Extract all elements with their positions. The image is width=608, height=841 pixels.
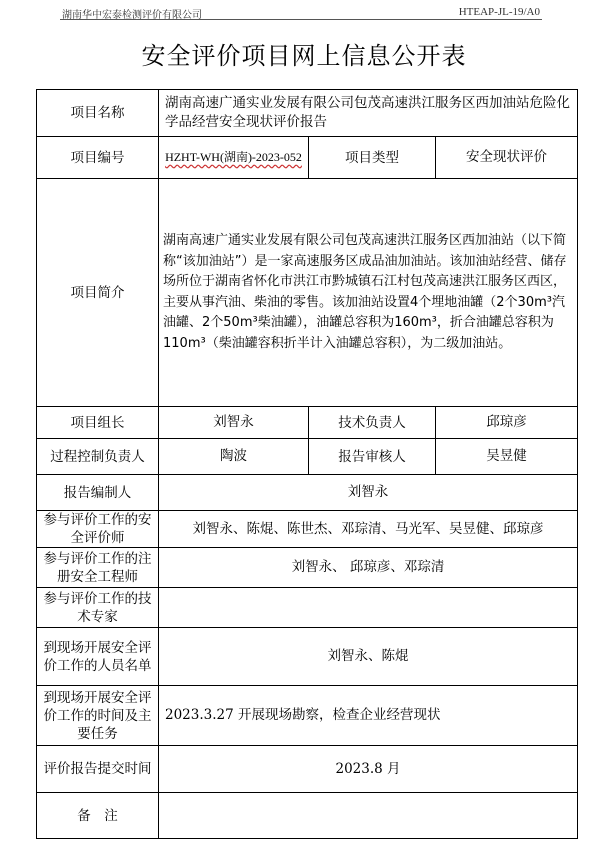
onsite-value: 刘智永、陈焜 <box>159 628 578 686</box>
author-value: 刘智永 <box>159 475 578 511</box>
table-row <box>37 407 578 439</box>
company-header: 湖南华中宏泰检测评价有限公司 <box>62 10 202 21</box>
reviewer-value: 吴昱健 <box>436 439 578 475</box>
table-row <box>37 179 578 407</box>
tech-label: 技术负责人 <box>309 407 436 439</box>
remark-label: 备 注 <box>37 793 159 839</box>
evaluators-value: 刘智永、陈焜、陈世杰、邓琮清、马光军、吴昱健、邱琼彦 <box>159 511 578 548</box>
table-row <box>37 548 578 588</box>
onsite-label: 到现场开展安全评价工作的人员名单 <box>37 628 159 686</box>
author-label: 报告编制人 <box>37 475 159 511</box>
project-name-label: 项目名称 <box>37 90 159 137</box>
header-rule <box>60 19 542 20</box>
process-label: 过程控制负责人 <box>37 439 159 475</box>
tech-value: 邱琼彦 <box>436 407 578 439</box>
document-code: HTEAP-JL-19/A0 <box>458 6 540 18</box>
project-name-value: 湖南高速广通实业发展有限公司包茂高速洪江服务区西加油站危险化学品经营安全现状评价报告 <box>159 90 578 137</box>
reviewer-label: 报告审核人 <box>309 439 436 475</box>
project-type-value: 安全现状评价 <box>436 137 578 179</box>
submit-label: 评价报告提交时间 <box>37 746 159 793</box>
process-value: 陶波 <box>159 439 309 475</box>
project-no-value: HZHT-WH(湖南)-2023-052 <box>159 137 309 179</box>
table-row <box>37 511 578 548</box>
onsite-time-label: 到现场开展安全评价工作的时间及主要任务 <box>37 686 159 746</box>
table-row <box>37 793 578 839</box>
evaluators-label: 参与评价工作的安全评价师 <box>37 511 159 548</box>
experts-value <box>159 588 578 628</box>
table-row <box>37 439 578 475</box>
onsite-time-value: 2023.3.27 开展现场勘察，检查企业经营现状 <box>159 686 578 746</box>
table-row <box>37 90 578 137</box>
page-title: 安全评价项目网上信息公开表 <box>141 42 467 70</box>
table-row <box>37 628 578 686</box>
submit-value: 2023.8 月 <box>159 746 578 793</box>
engineers-label: 参与评价工作的注册安全工程师 <box>37 548 159 588</box>
table-row <box>37 588 578 628</box>
project-type-label: 项目类型 <box>309 137 436 179</box>
intro-value: 湖南高速广通实业发展有限公司包茂高速洪江服务区西加油站（以下简称“该加油站”）是一家高速服务区成品油加油站。该加油站经营、储存场所位于湖南省怀化市洪江市黔城镇石江村包茂高速洪江服务区西区，主要从事汽油、柴油的零售。该加油站设置4个埋地油罐（2个30m³汽油罐、2个50m³柴油罐），油罐总容积为160m³，折合油罐总容积为110m³（柴油罐容积折半计入油罐总容积），为二级加油站。 <box>159 179 578 407</box>
leader-label: 项目组长 <box>37 407 159 439</box>
remark-value <box>159 793 578 839</box>
engineers-value: 刘智永、 邱琼彦、邓琮清 <box>159 548 578 588</box>
info-table <box>36 89 578 839</box>
table-row <box>37 475 578 511</box>
intro-label: 项目简介 <box>37 179 159 407</box>
table-row <box>37 746 578 793</box>
leader-value: 刘智永 <box>159 407 309 439</box>
table-row <box>37 137 578 179</box>
table-row <box>37 686 578 746</box>
project-no-label: 项目编号 <box>37 137 159 179</box>
experts-label: 参与评价工作的技术专家 <box>37 588 159 628</box>
